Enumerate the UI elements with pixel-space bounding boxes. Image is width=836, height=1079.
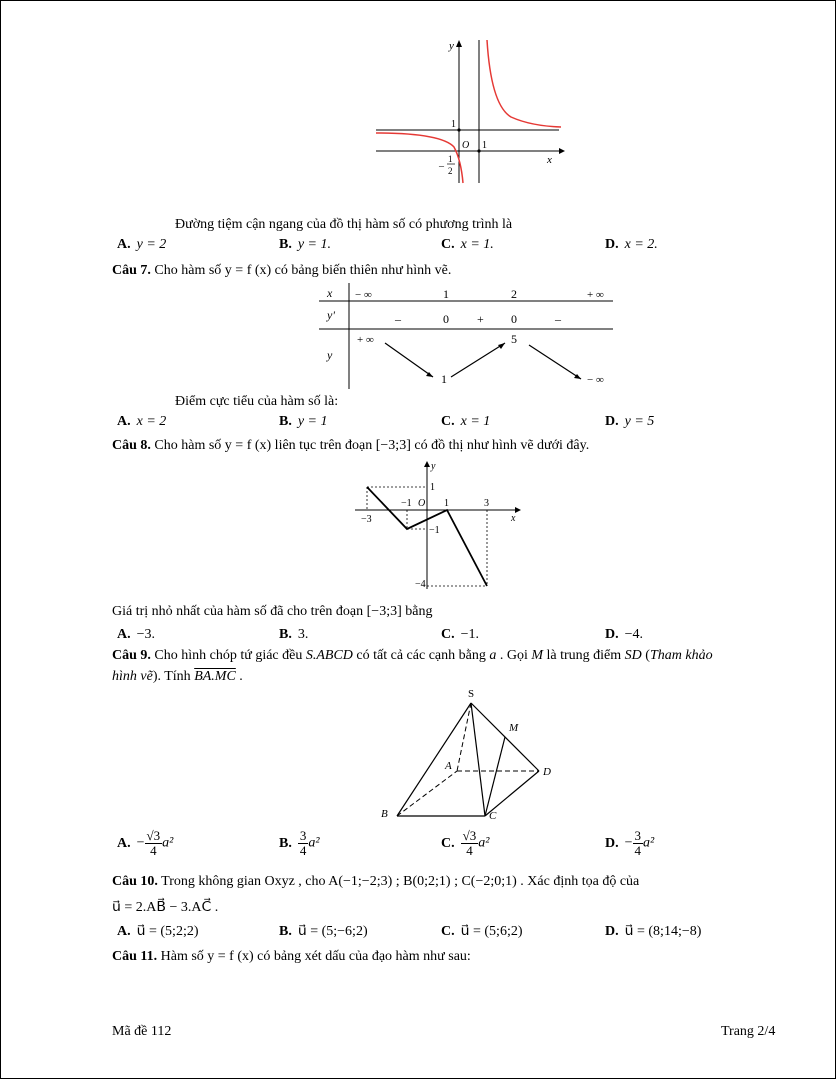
q7-x-val-3: + ∞ xyxy=(587,289,604,301)
q6-tick-x-one: 1 xyxy=(482,140,487,151)
q6-y-label: y xyxy=(449,40,454,52)
q7-y-val-3: − ∞ xyxy=(587,374,604,386)
q6-option-c[interactable]: C. x = 1. xyxy=(441,237,494,252)
q6-tick-y-one: 1 xyxy=(451,119,456,130)
q9-pyramid-figure xyxy=(375,685,571,825)
q7-option-c[interactable]: C. x = 1 xyxy=(441,414,491,429)
q10-option-d[interactable]: D. u⃗ = (8;14;−8) xyxy=(605,924,702,939)
q6-hyperbola-graph xyxy=(371,35,571,185)
q8-label-yneg4: −4 xyxy=(415,579,426,590)
q10-option-b[interactable]: B. u⃗ = (5;−6;2) xyxy=(279,924,368,939)
q9-option-a[interactable]: A. − $\frac{√3}{4}$ a² xyxy=(117,828,174,858)
q7-x-val-1: 1 xyxy=(443,287,449,301)
q7-y-val-1: 1 xyxy=(441,372,447,386)
q7-option-b[interactable]: B. y = 1 xyxy=(279,414,328,429)
q7-x-val-2: 2 xyxy=(511,287,517,301)
q9-label-d: D xyxy=(543,766,551,778)
q7-sign-0: – xyxy=(395,312,401,326)
q8-piecewise-graph xyxy=(355,459,531,591)
q7-y-val-0: + ∞ xyxy=(357,334,374,346)
q7-sign-1: 0 xyxy=(443,312,449,326)
q8-label-xneg1: −1 xyxy=(401,498,412,509)
q7-variation-table xyxy=(319,283,613,389)
q9-label-b: B xyxy=(381,808,388,820)
q8-label-xneg3: −3 xyxy=(361,514,372,525)
q8-option-c[interactable]: C. −1. xyxy=(441,627,480,642)
q8-label-x3: 3 xyxy=(484,498,489,509)
q8-label-yneg1: −1 xyxy=(429,525,440,536)
q9-label-a: A xyxy=(445,760,452,772)
q7-y-label: y xyxy=(327,348,333,362)
q7-sign-3: 0 xyxy=(511,312,517,326)
q6-option-d[interactable]: D. x = 2. xyxy=(605,237,658,252)
q9-question-line2: hình vẽ). Tính BA.MC . xyxy=(112,669,243,684)
q9-option-c[interactable]: C. $\frac{√3}{4}$ a² xyxy=(441,828,490,858)
q8-question: Câu 8. Cho hàm số y = f (x) liên tục trên đoạn [−3;3] có đồ thị như hình vẽ dưới đây. xyxy=(112,438,590,453)
q7-question: Câu 7. Cho hàm số y = f (x) có bảng biến thiên như hình vẽ. xyxy=(112,263,452,278)
q10-option-c[interactable]: C. u⃗ = (5;6;2) xyxy=(441,924,523,939)
q6-option-a[interactable]: A. y = 2 xyxy=(117,237,167,252)
footer-exam-code: Mã đề 112 xyxy=(112,1024,172,1039)
q7-yprime-label: y' xyxy=(327,308,335,322)
q8-label-y1: 1 xyxy=(430,482,435,493)
q11-question: Câu 11. Hàm số y = f (x) có bảng xét dấu của đạo hàm như sau: xyxy=(112,949,471,964)
q10-question-line1: Câu 10. Trong không gian Oxyz , cho A(−1;−2;3) ; B(0;2;1) ; C(−2;0;1) . Xác định tọa độ của xyxy=(112,874,640,889)
q6-tick-neg-num: 1 xyxy=(448,154,453,164)
q6-origin-label: O xyxy=(462,140,470,151)
q7-x-label: x xyxy=(327,286,333,300)
q9-option-b[interactable]: B. $\frac{3}{4}$ a² xyxy=(279,828,320,858)
q8-sub-question: Giá trị nhỏ nhất của hàm số đã cho trên đoạn [−3;3] bằng xyxy=(112,604,433,619)
q8-y-label: y xyxy=(431,461,436,472)
q8-option-d[interactable]: D. −4. xyxy=(605,627,644,642)
q7-y-val-2: 5 xyxy=(511,332,517,346)
q7-option-d[interactable]: D. y = 5 xyxy=(605,414,655,429)
q9-label-s: S xyxy=(468,688,475,700)
q6-x-label: x xyxy=(547,154,552,166)
q8-label-x1: 1 xyxy=(444,498,449,509)
q8-option-a[interactable]: A. −3. xyxy=(117,627,156,642)
q7-option-a[interactable]: A. x = 2 xyxy=(117,414,167,429)
q6-question-text: Đường tiệm cận ngang của đồ thị hàm số có phương trình là xyxy=(175,217,513,232)
q6-tick-neg-den: 2 xyxy=(448,166,453,176)
q10-option-a[interactable]: A. u⃗ = (5;2;2) xyxy=(117,924,199,939)
q7-x-val-0: − ∞ xyxy=(355,289,372,301)
q9-label-c: C xyxy=(489,810,497,822)
q6-option-b[interactable]: B. y = 1. xyxy=(279,237,332,252)
q9-option-d[interactable]: D. − $\frac{3}{4}$ a² xyxy=(605,828,655,858)
q7-sub-question: Điểm cực tiểu của hàm số là: xyxy=(175,394,339,409)
footer-page-number: Trang 2/4 xyxy=(721,1024,776,1039)
q9-question-line1: Câu 9. Cho hình chóp tứ giác đều S.ABCD có tất cả các cạnh bằng a . Gọi M là trung điểm SD (Tham khảo xyxy=(112,648,713,663)
q7-sign-4: – xyxy=(555,312,561,326)
q8-origin-label: O xyxy=(418,498,426,509)
q9-label-m: M xyxy=(509,722,519,734)
q7-sign-2: + xyxy=(477,312,484,326)
q10-question-line2: u⃗ = 2.AB⃗ − 3.AC⃗ . xyxy=(112,900,219,915)
q8-option-b[interactable]: B. 3. xyxy=(279,627,309,642)
q8-x-label: x xyxy=(511,513,516,524)
q6-tick-neg-sign: – xyxy=(439,161,444,172)
